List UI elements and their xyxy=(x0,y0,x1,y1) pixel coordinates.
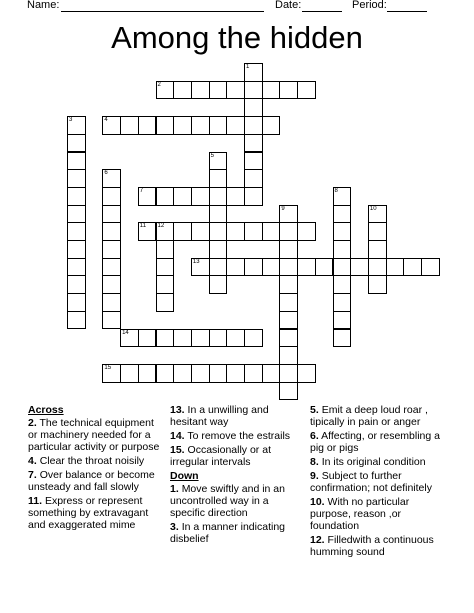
grid-cell[interactable] xyxy=(209,364,228,383)
clue-number: 7. xyxy=(28,469,37,481)
clue-number: 13. xyxy=(170,404,185,416)
grid-cell[interactable] xyxy=(209,205,228,224)
clue-number-label: 6 xyxy=(104,170,108,177)
grid-cell[interactable] xyxy=(279,329,298,348)
grid-cell[interactable] xyxy=(191,329,210,348)
grid-cell[interactable] xyxy=(333,240,352,259)
grid-cell[interactable] xyxy=(244,134,263,153)
grid-cell[interactable] xyxy=(67,205,86,224)
clue-down-10 xyxy=(310,496,450,532)
grid-cell[interactable] xyxy=(120,116,139,135)
clues-section xyxy=(0,404,474,613)
clue-number-label: 3 xyxy=(69,117,73,124)
grid-cell[interactable] xyxy=(368,258,387,277)
grid-cell[interactable] xyxy=(350,258,369,277)
grid-cell[interactable] xyxy=(173,329,192,348)
grid-cell[interactable] xyxy=(102,258,121,277)
grid-cell[interactable] xyxy=(156,275,175,294)
grid-cell[interactable] xyxy=(262,222,281,241)
clue-text: In its original condition xyxy=(321,456,426,468)
grid-cell[interactable] xyxy=(173,81,192,100)
grid-cell[interactable] xyxy=(67,293,86,312)
grid-cell[interactable] xyxy=(244,222,263,241)
grid-cell[interactable] xyxy=(102,293,121,312)
grid-cell[interactable] xyxy=(279,311,298,330)
clue-across-13 xyxy=(170,404,302,428)
clue-text: In a manner indicating disbelief xyxy=(170,521,286,545)
grid-cell[interactable] xyxy=(156,258,175,277)
grid-cell[interactable] xyxy=(209,222,228,241)
grid-cell[interactable] xyxy=(279,346,298,365)
grid-cell[interactable] xyxy=(102,187,121,206)
grid-cell[interactable] xyxy=(138,364,157,383)
clue-number-label: 8 xyxy=(334,187,338,194)
grid-cell[interactable] xyxy=(138,116,157,135)
grid-cell[interactable] xyxy=(209,240,228,259)
grid-cell[interactable] xyxy=(315,258,334,277)
grid-cell[interactable] xyxy=(279,364,298,383)
grid-cell[interactable] xyxy=(67,240,86,259)
grid-cell[interactable] xyxy=(226,258,245,277)
grid-cell[interactable] xyxy=(262,81,281,100)
grid-cell[interactable] xyxy=(226,329,245,348)
grid-cell[interactable] xyxy=(333,222,352,241)
grid-cell[interactable] xyxy=(67,311,86,330)
grid-cell[interactable] xyxy=(173,116,192,135)
clue-text: Express or represent something by extravagant and exaggerated mime xyxy=(28,495,149,531)
grid-cell[interactable] xyxy=(279,81,298,100)
grid-cell[interactable] xyxy=(209,258,228,277)
grid-cell[interactable] xyxy=(368,275,387,294)
clue-number-label: 4 xyxy=(104,117,108,124)
clue-across-14 xyxy=(170,430,302,442)
clue-number: 2. xyxy=(28,417,37,429)
grid-cell[interactable] xyxy=(333,329,352,348)
clue-number: 11. xyxy=(28,495,43,507)
grid-cell[interactable] xyxy=(191,364,210,383)
grid-cell[interactable] xyxy=(67,187,86,206)
grid-cell[interactable] xyxy=(262,364,281,383)
clue-number-label: 10 xyxy=(369,205,377,212)
clue-down-5 xyxy=(310,404,450,428)
grid-cell[interactable] xyxy=(156,293,175,312)
clue-number-label: 1 xyxy=(246,64,250,70)
grid-cell[interactable] xyxy=(209,187,228,206)
grid-cell[interactable] xyxy=(368,240,387,259)
grid-cell[interactable] xyxy=(156,187,175,206)
grid-cell[interactable] xyxy=(102,311,121,330)
clue-number-label: 12 xyxy=(157,223,165,230)
grid-cell[interactable] xyxy=(333,258,352,277)
grid-cell[interactable] xyxy=(244,187,263,206)
clue-down-1 xyxy=(170,483,302,519)
clue-text: Occasionally or at irregular intervals xyxy=(170,444,271,468)
period-label: Period: xyxy=(352,0,387,11)
clue-down-3 xyxy=(170,521,302,545)
clue-number: 9. xyxy=(310,470,319,482)
clue-number-label: 11 xyxy=(139,223,147,230)
clue-number: 15. xyxy=(170,444,185,456)
grid-cell[interactable] xyxy=(67,134,86,153)
grid-cell[interactable] xyxy=(209,169,228,188)
grid-cell[interactable] xyxy=(244,81,263,100)
clue-number: 1. xyxy=(170,483,179,495)
clue-text: With no particular purpose, reason ,or foundation xyxy=(310,496,410,532)
grid-cell[interactable] xyxy=(244,116,263,135)
grid-cell[interactable] xyxy=(333,205,352,224)
grid-cell[interactable] xyxy=(209,275,228,294)
grid-cell[interactable] xyxy=(138,329,157,348)
grid-cell[interactable] xyxy=(226,364,245,383)
grid-cell[interactable] xyxy=(67,258,86,277)
grid-cell[interactable] xyxy=(191,222,210,241)
grid-cell[interactable] xyxy=(209,81,228,100)
clue-text: In a unwilling and hesitant way xyxy=(170,404,269,428)
clue-across-7 xyxy=(28,469,160,493)
clue-text: Filledwith a continuous humming sound xyxy=(310,534,434,558)
grid-cell[interactable] xyxy=(279,222,298,241)
grid-cell[interactable] xyxy=(333,311,352,330)
clue-across-11 xyxy=(28,495,160,531)
name-label: Name: xyxy=(27,0,60,11)
grid-cell[interactable] xyxy=(209,329,228,348)
grid-cell[interactable] xyxy=(244,98,263,117)
clue-across-4 xyxy=(28,455,160,467)
grid-cell[interactable] xyxy=(156,116,175,135)
grid-cell[interactable] xyxy=(403,258,422,277)
clue-number-label: 9 xyxy=(281,205,285,212)
grid-cell[interactable] xyxy=(102,240,121,259)
page-title: Among the hidden xyxy=(111,20,363,55)
grid-cell[interactable] xyxy=(262,258,281,277)
grid-cell[interactable] xyxy=(279,293,298,312)
grid-cell[interactable] xyxy=(333,293,352,312)
grid-cell[interactable] xyxy=(173,187,192,206)
clues-column-2 xyxy=(170,404,302,547)
clue-text: Subject to further confirmation; not definitely xyxy=(310,470,432,494)
clue-number: 10. xyxy=(310,496,325,508)
grid-cell[interactable] xyxy=(102,275,121,294)
grid-cell[interactable] xyxy=(368,222,387,241)
grid-cell[interactable] xyxy=(156,240,175,259)
clue-number: 6. xyxy=(310,430,319,442)
clues-column-3 xyxy=(310,404,450,560)
clue-number-label: 5 xyxy=(210,152,214,159)
grid-cell[interactable] xyxy=(244,169,263,188)
grid-cell[interactable] xyxy=(102,222,121,241)
grid-cell[interactable] xyxy=(421,258,440,277)
grid-cell[interactable] xyxy=(67,222,86,241)
down-heading: Down xyxy=(170,470,199,482)
clue-across-2 xyxy=(28,417,160,453)
grid-cell[interactable] xyxy=(297,222,316,241)
grid-cell[interactable] xyxy=(279,258,298,277)
clue-number-label: 2 xyxy=(157,81,161,88)
clue-number: 8. xyxy=(310,456,319,468)
grid-cell[interactable] xyxy=(67,152,86,171)
grid-cell[interactable] xyxy=(226,187,245,206)
grid-cell[interactable] xyxy=(297,81,316,100)
grid-cell[interactable] xyxy=(244,329,263,348)
grid-cell[interactable] xyxy=(156,329,175,348)
across-column-1 xyxy=(28,404,160,533)
clue-text: Move swiftly and in an uncontrolled way in a specific direction xyxy=(170,483,285,519)
clue-down-8 xyxy=(310,456,450,468)
grid-cell[interactable] xyxy=(386,258,405,277)
clue-across-15 xyxy=(170,444,302,468)
clue-text: Affecting, or resembling a pig or pigs xyxy=(310,430,440,454)
grid-cell[interactable] xyxy=(173,222,192,241)
grid-cell[interactable] xyxy=(279,382,298,401)
clue-number-label: 13 xyxy=(192,258,200,265)
grid-cell[interactable] xyxy=(244,258,263,277)
clue-number-label: 7 xyxy=(139,187,144,194)
grid-cell[interactable] xyxy=(226,81,245,100)
grid-cell[interactable] xyxy=(67,169,86,188)
grid-cell[interactable] xyxy=(244,152,263,171)
grid-cell[interactable] xyxy=(191,81,210,100)
clue-text: To remove the estrails xyxy=(187,430,291,442)
clue-down-6 xyxy=(310,430,450,454)
clue-down-9 xyxy=(310,470,450,494)
clue-text: The technical equipment or machinery needed for a particular activity or purpose xyxy=(28,417,160,453)
clue-text: Emit a deep loud roar , tipically in pain or anger xyxy=(310,404,428,428)
grid-cell[interactable] xyxy=(120,364,139,383)
grid-cell[interactable] xyxy=(226,116,245,135)
grid-cell[interactable] xyxy=(244,364,263,383)
grid-cell[interactable] xyxy=(279,240,298,259)
grid-cell[interactable] xyxy=(67,275,86,294)
grid-cell[interactable] xyxy=(297,258,316,277)
grid-cell[interactable] xyxy=(102,205,121,224)
clue-number-label: 14 xyxy=(122,329,129,336)
across-heading: Across xyxy=(28,404,64,416)
clue-number: 3. xyxy=(170,521,179,533)
grid-cell[interactable] xyxy=(279,275,298,294)
clue-number: 14. xyxy=(170,430,185,442)
grid-cell[interactable] xyxy=(333,275,352,294)
grid-cell[interactable] xyxy=(191,116,210,135)
date-label: Date: xyxy=(275,0,302,11)
clue-number: 5. xyxy=(310,404,319,416)
clue-number-label: 15 xyxy=(104,364,112,371)
clue-down-12 xyxy=(310,534,450,558)
clue-text: Clear the throat noisily xyxy=(39,455,145,467)
grid-cell[interactable] xyxy=(226,222,245,241)
grid-cell[interactable] xyxy=(297,364,316,383)
clue-number: 12. xyxy=(310,534,325,546)
grid-cell[interactable] xyxy=(173,364,192,383)
grid-cell[interactable] xyxy=(209,116,228,135)
clue-text: Over balance or become unsteady and fall slowly xyxy=(28,469,155,493)
clue-number: 4. xyxy=(28,455,37,467)
grid-cell[interactable] xyxy=(156,364,175,383)
grid-cell[interactable] xyxy=(262,116,281,135)
grid-cell[interactable] xyxy=(191,187,210,206)
